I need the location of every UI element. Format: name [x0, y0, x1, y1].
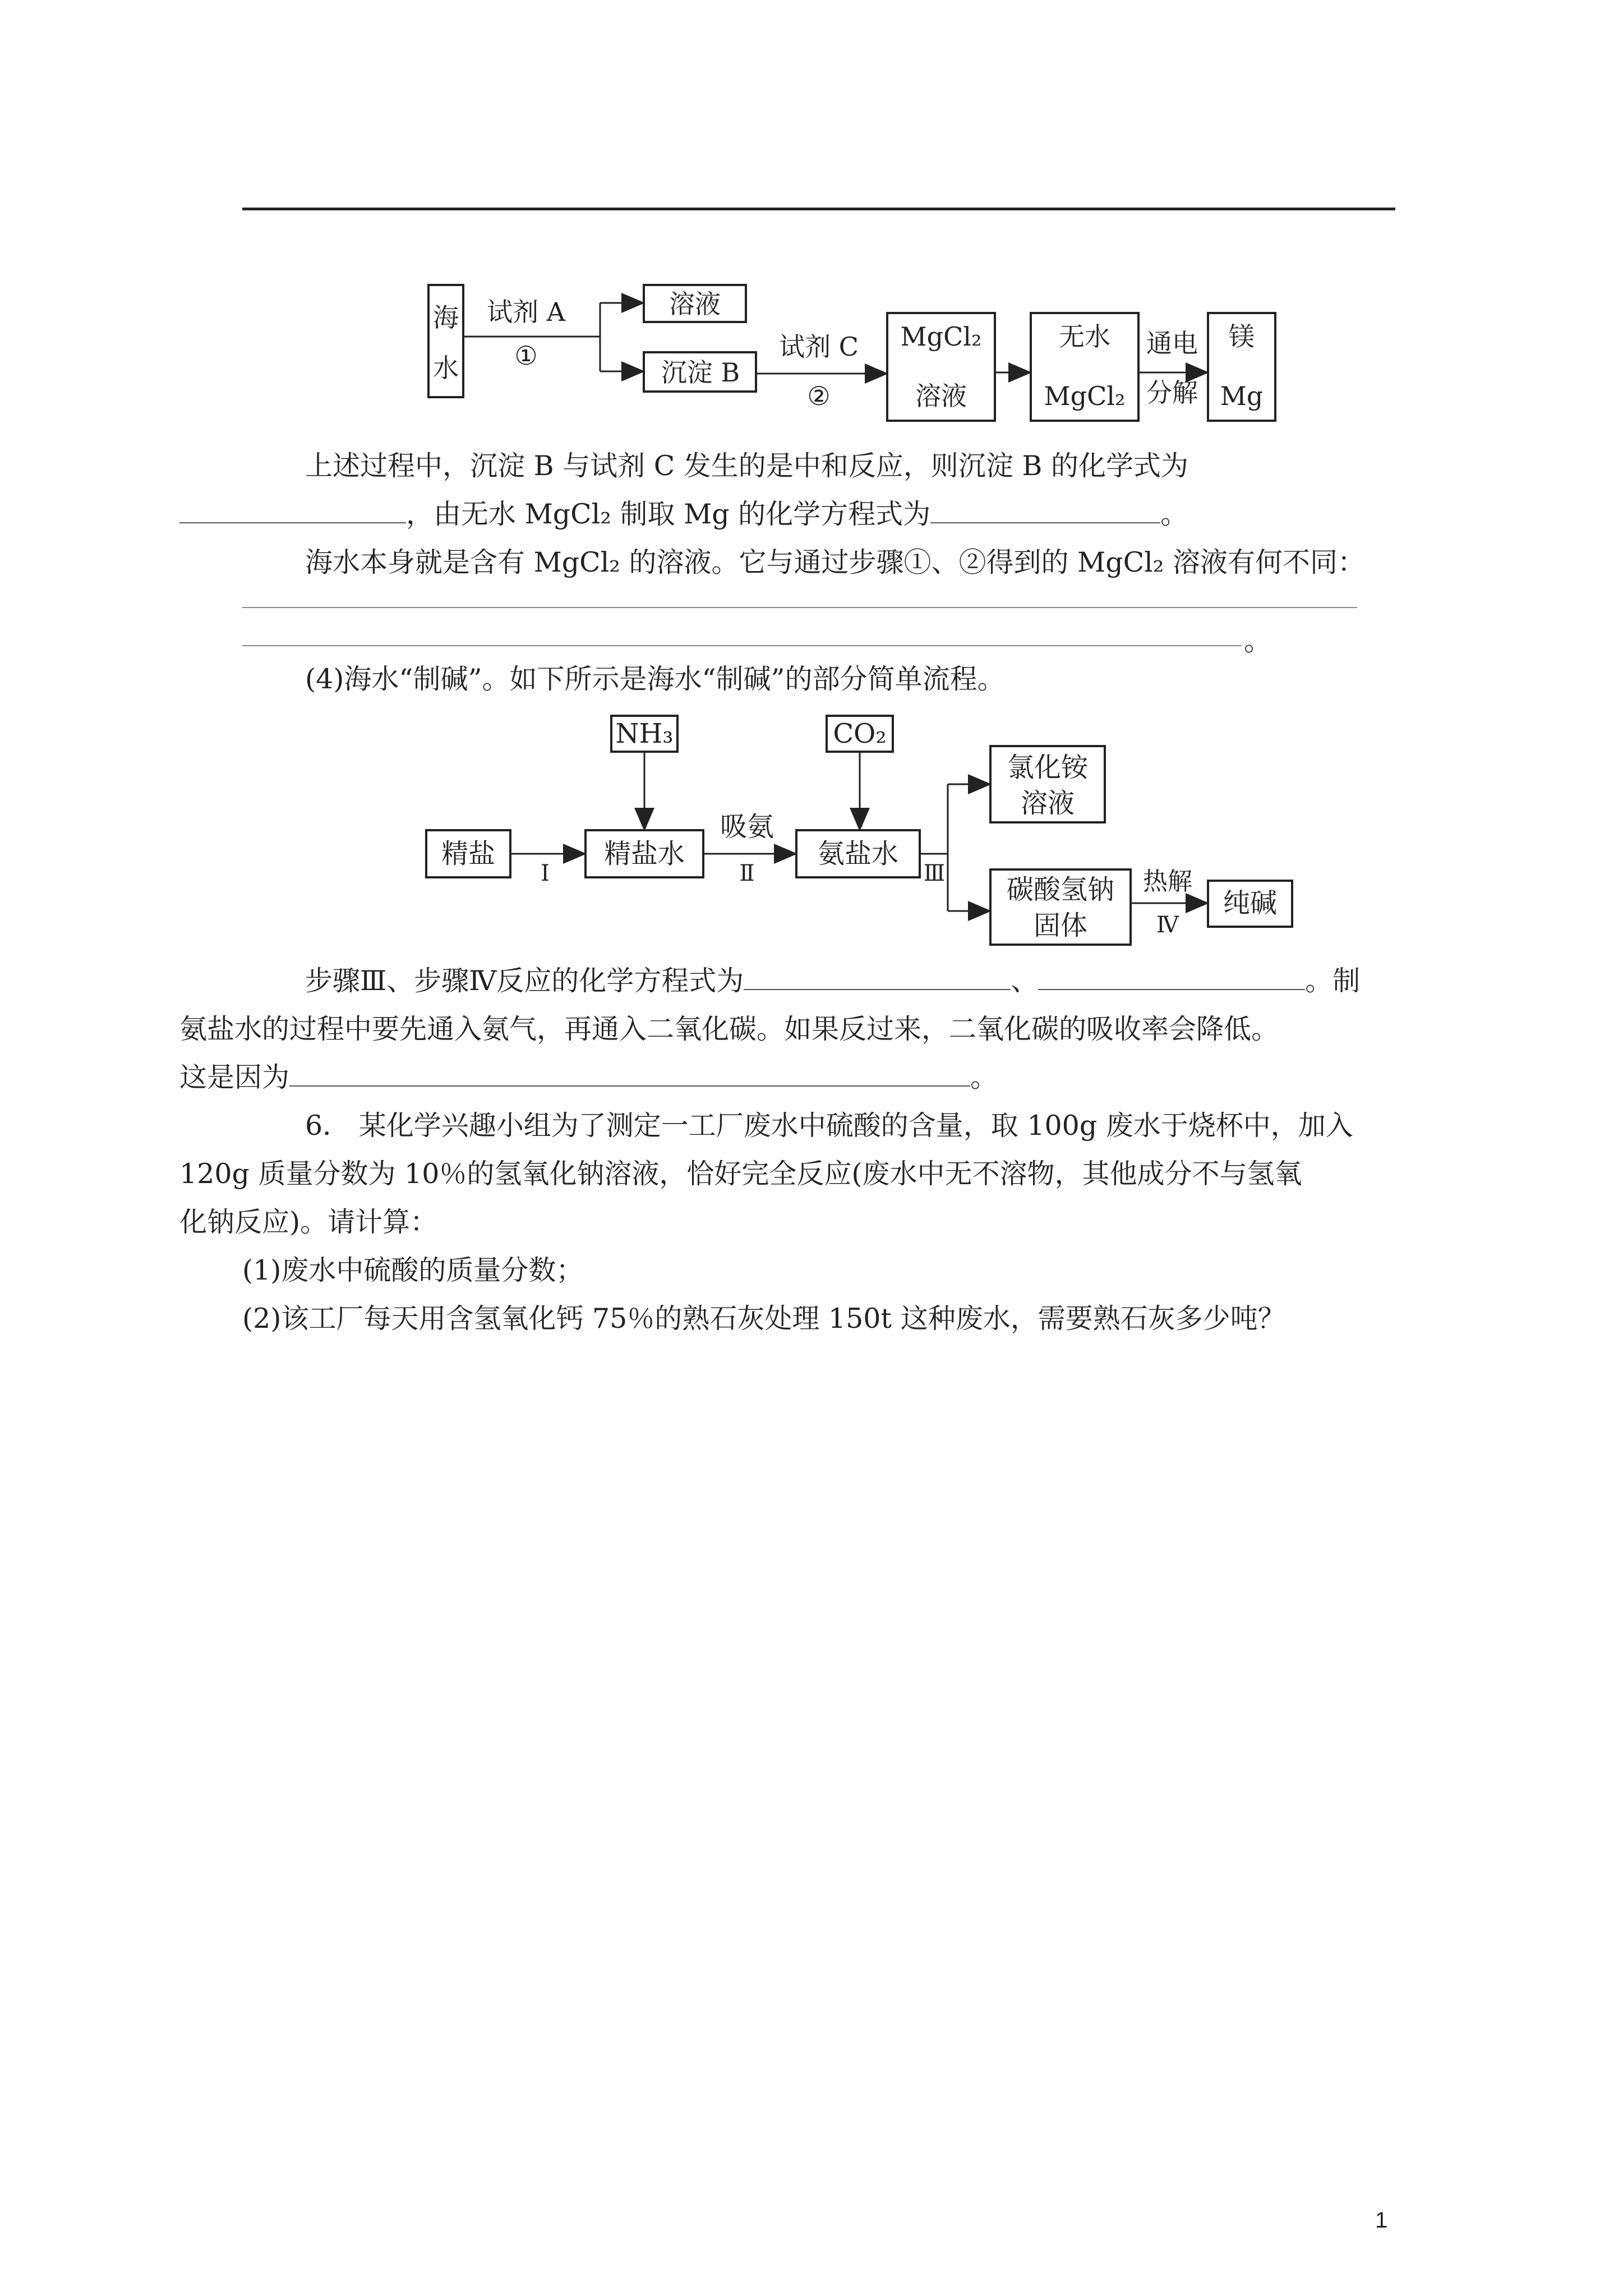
question-text-difference — [242, 539, 1398, 587]
difference-question: 海水本身就是含有 MgCl₂ 的溶液。它与通过步骤①、②得到的 MgCl₂ 溶液有何不同： — [305, 546, 1365, 578]
answer-line-2[interactable] — [242, 645, 1242, 646]
question-6-line-1: 6． 某化学兴趣小组为了测定一工厂废水中硫酸的含量，取 100g 废水于烧杯中，加入 — [305, 1110, 1353, 1142]
question-6-sub-1: (1)废水中硫酸的质量分数； — [242, 1254, 584, 1286]
step-2-label: ② — [807, 381, 831, 411]
nh4cl-label-b: 溶液 — [1020, 788, 1075, 819]
electrolysis-label-a: 通电 — [1146, 328, 1198, 358]
answer-blank-step-iii[interactable] — [744, 967, 1011, 990]
step-ii-label: Ⅱ — [739, 861, 755, 886]
nahco3-label-a: 碳酸氢钠 — [1006, 874, 1115, 905]
magnesium-label-b: Mg — [1220, 381, 1264, 411]
question-6-line-3: 化钠反应)。请计算： — [179, 1206, 438, 1238]
refined-salt-label: 精盐 — [441, 838, 496, 869]
question-text-soda-steps — [179, 957, 1398, 1102]
soda-steps-continue: 。制 — [1305, 965, 1361, 997]
answer-blank-precipitate[interactable] — [179, 500, 406, 523]
step-i-label: Ⅰ — [541, 861, 550, 886]
reagent-c-label: 试剂 C — [779, 332, 859, 362]
magnesium-label-a: 镁 — [1229, 321, 1255, 352]
answer-blank-reason[interactable] — [289, 1063, 970, 1087]
heat-label: 热解 — [1143, 867, 1192, 896]
brine-label: 精盐水 — [603, 838, 685, 869]
sentence-end-3: 。 — [970, 1061, 998, 1093]
soda-steps-question: 步骤Ⅲ、步骤Ⅳ反应的化学方程式为 — [305, 965, 744, 997]
absorb-ammonia-label: 吸氨 — [720, 811, 774, 843]
mgcl2-solution-label-a: MgCl₂ — [900, 321, 982, 352]
question-text-precipitate — [242, 442, 1398, 539]
solution-label: 溶液 — [669, 289, 721, 319]
question-6 — [179, 1102, 1398, 1343]
reason-prompt: 这是因为 — [179, 1061, 290, 1093]
question-6-sub-2: (2)该工厂每天用含氢氧化钙 75％的熟石灰处理 150t 这种废水，需要熟石灰多少吨？ — [242, 1303, 1285, 1335]
nh4cl-label-a: 氯化铵 — [1007, 752, 1089, 783]
co2-absorption-text: 氨盐水的过程中要先通入氨气，再通入二氧化碳。如果反过来，二氧化碳的吸收率会降低。 — [179, 1013, 1279, 1045]
anhydrous-mgcl2-label-b: MgCl₂ — [1044, 381, 1126, 411]
soda-making-flowchart — [421, 712, 1307, 948]
soda-intro: (4)海水“制碱”。如下所示是海水“制碱”的部分简单流程。 — [305, 663, 1005, 695]
sea-label-b: 水 — [433, 353, 459, 383]
soda-label: 纯碱 — [1223, 887, 1278, 919]
precipitate-question: 上述过程中，沉淀 B 与试剂 C 发生的是中和反应，则沉淀 B 的化学式为 — [305, 450, 1188, 482]
page-number: 1 — [1375, 2208, 1388, 2233]
co2-label: CO₂ — [833, 718, 887, 749]
answer-line-1[interactable] — [242, 607, 1357, 608]
question-text-soda-intro — [242, 655, 1398, 703]
ammonia-brine-label: 氨盐水 — [817, 838, 899, 869]
header-rule — [242, 208, 1395, 210]
step-iv-label: Ⅳ — [1156, 912, 1179, 938]
sentence-end: 。 — [1160, 498, 1188, 530]
equation-question: ，由无水 MgCl₂ 制取 Mg 的化学方程式为 — [406, 498, 931, 530]
answer-blank-mg-equation[interactable] — [930, 500, 1160, 523]
question-6-line-2: 120g 质量分数为 10％的氢氧化钠溶液，恰好完全反应(废水中无不溶物，其他成分不与氢氧 — [179, 1158, 1302, 1190]
seawater-magnesium-flowchart — [421, 280, 1284, 432]
step-iii-label: Ⅲ — [923, 861, 946, 886]
answer-blank-step-iv[interactable] — [1038, 967, 1305, 990]
step-1-label: ① — [514, 341, 538, 371]
mgcl2-solution-label-b: 溶液 — [915, 381, 967, 411]
electrolysis-label-b: 分解 — [1146, 378, 1198, 408]
anhydrous-mgcl2-label-a: 无水 — [1059, 321, 1110, 352]
nh3-label: NH₃ — [615, 718, 674, 749]
precipitate-b-label: 沉淀 B — [661, 357, 740, 388]
nahco3-label-b: 固体 — [1033, 910, 1088, 941]
reagent-a-label: 试剂 A — [487, 297, 565, 327]
sentence-end-2: 。 — [1244, 625, 1272, 657]
sea-label-a: 海 — [433, 302, 459, 333]
separator: 、 — [1011, 965, 1039, 997]
